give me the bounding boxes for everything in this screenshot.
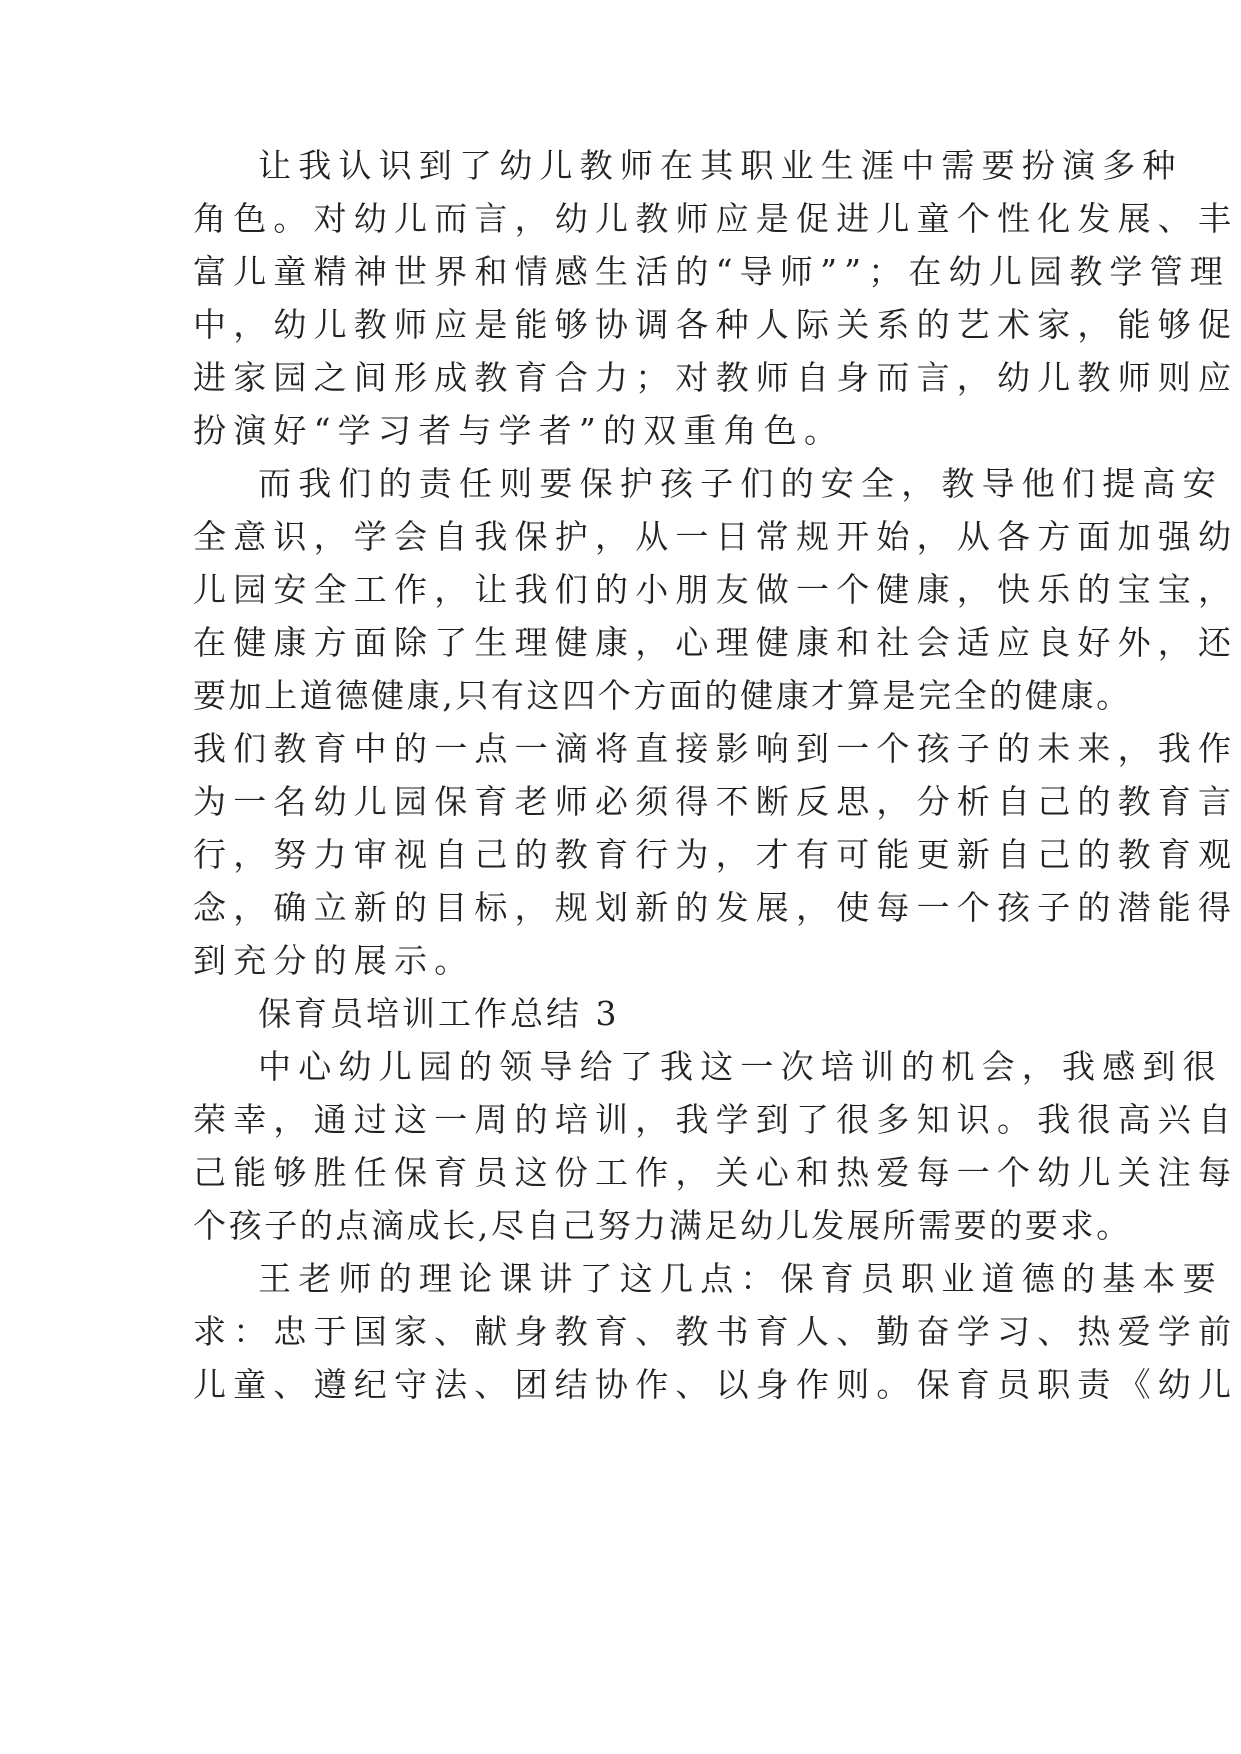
paragraph-2-line-7: 为一名幼儿园保育老师必须得不断反思，分析自己的教育言 (193, 782, 1239, 821)
paragraph-2-line-6: 我们教育中的一点一滴将直接影响到一个孩子的未来，我作 (193, 729, 1239, 768)
section-heading: 保育员培训工作总结 3 (258, 994, 620, 1033)
paragraph-2-line-4: 在健康方面除了生理健康，心理健康和社会适应良好外，还 (193, 623, 1239, 662)
paragraph-2-line-10: 到充分的展示。 (193, 941, 475, 980)
paragraph-4-line-1: 王老师的理论课讲了这几点：保育员职业道德的基本要 (258, 1259, 1223, 1298)
paragraph-1-line-2: 角色。对幼儿而言，幼儿教师应是促进儿童个性化发展、丰 (193, 199, 1239, 238)
paragraph-1-line-4: 中，幼儿教师应是能够协调各种人际关系的艺术家，能够促 (193, 305, 1239, 344)
paragraph-1-line-3: 富儿童精神世界和情感生活的“导师””；在幼儿园教学管理 (193, 252, 1231, 291)
paragraph-3-line-4: 个孩子的点滴成长,尽自己努力满足幼儿发展所需要的要求。 (193, 1206, 1132, 1245)
paragraph-3-line-2: 荣幸，通过这一周的培训，我学到了很多知识。我很高兴自 (193, 1100, 1239, 1139)
paragraph-2-line-8: 行，努力审视自己的教育行为，才有可能更新自己的教育观 (193, 835, 1239, 874)
paragraph-2-line-2: 全意识，学会自我保护，从一日常规开始，从各方面加强幼 (193, 517, 1239, 556)
paragraph-4-line-3: 儿童、遵纪守法、团结协作、以身作则。保育员职责《幼儿 (193, 1365, 1239, 1404)
paragraph-2-line-1: 而我们的责任则要保护孩子们的安全，教导他们提高安 (258, 464, 1223, 503)
paragraph-1-line-5: 进家园之间形成教育合力；对教师自身而言，幼儿教师则应 (193, 358, 1239, 397)
paragraph-2-line-3: 儿园安全工作，让我们的小朋友做一个健康，快乐的宝宝， (193, 570, 1239, 609)
paragraph-1-line-6: 扮演好“学习者与学者”的双重角色。 (193, 411, 845, 450)
paragraph-2-line-5: 要加上道德健康,只有这四个方面的健康才算是完全的健康。 (193, 676, 1132, 715)
paragraph-2-line-9: 念，确立新的目标，规划新的发展，使每一个孩子的潜能得 (193, 888, 1239, 927)
paragraph-3-line-3: 己能够胜任保育员这份工作，关心和热爱每一个幼儿关注每 (193, 1153, 1239, 1192)
paragraph-3-line-1: 中心幼儿园的领导给了我这一次培训的机会，我感到很 (258, 1047, 1223, 1086)
paragraph-1-line-1: 让我认识到了幼儿教师在其职业生涯中需要扮演多种 (258, 146, 1183, 185)
paragraph-4-line-2: 求：忠于国家、献身教育、教书育人、勤奋学习、热爱学前 (193, 1312, 1239, 1351)
